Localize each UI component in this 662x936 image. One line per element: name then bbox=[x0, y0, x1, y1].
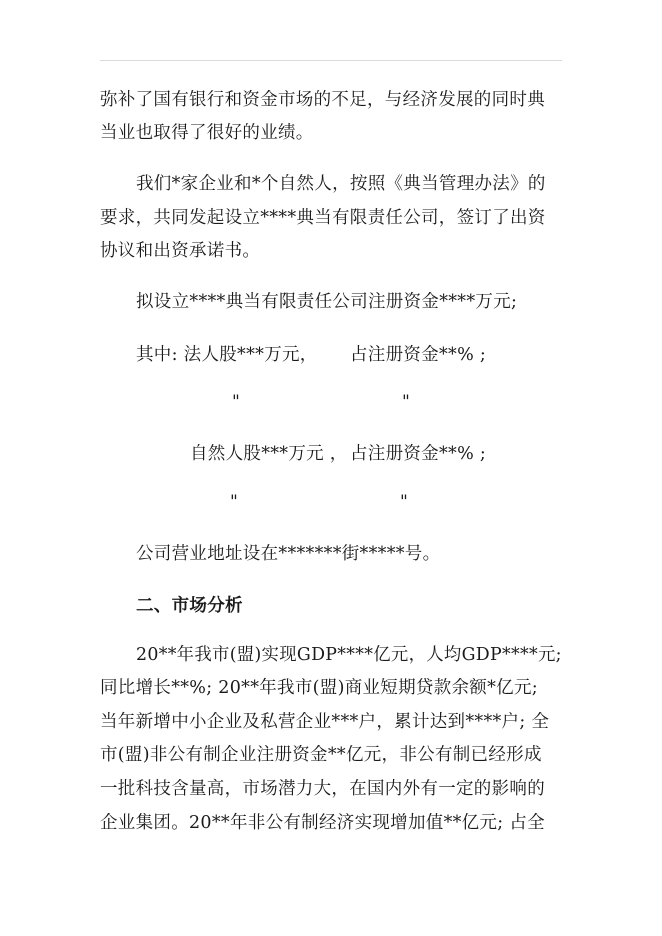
section-heading-market-analysis: 二、市场分析 bbox=[136, 596, 243, 616]
market-analysis-line-5: 一批科技含量高，市场潜力大，在国内外有一定的影响的 bbox=[100, 779, 545, 799]
paragraph-founders-line-2: 要求，共同发起设立****典当有限责任公司，签订了出资 bbox=[100, 208, 546, 228]
paragraph-continuation-line-2: 当业也取得了很好的业绩。 bbox=[100, 123, 314, 143]
market-analysis-line-4: 市(盟)非公有制企业注册资金**亿元，非公有制已经形成 bbox=[100, 745, 542, 765]
market-analysis-line-3: 当年新增中小企业及私营企业***户，累计达到****户; 全 bbox=[100, 712, 550, 732]
market-analysis-line-1: 20**年我市(盟)实现GDP****亿元，人均GDP****元; bbox=[136, 645, 562, 665]
ditto-mark-left-2: " bbox=[230, 492, 238, 512]
paragraph-founders-line-3: 协议和出资承诺书。 bbox=[100, 241, 261, 261]
registered-capital-line: 拟设立****典当有限责任公司注册资金****万元; bbox=[136, 292, 518, 312]
market-analysis-line-2: 同比增长**%; 20**年我市(盟)商业短期贷款余额*亿元; bbox=[100, 678, 538, 698]
natural-person-share-text: 自然人股***万元 ， bbox=[190, 444, 348, 464]
legal-person-share-text: 其中: 法人股***万元， bbox=[136, 345, 318, 365]
paragraph-continuation-line-1: 弥补了国有银行和资金市场的不足，与经济发展的同时典 bbox=[100, 90, 545, 110]
paragraph-founders-line-1: 我们*家企业和*个自然人，按照《典当管理办法》的 bbox=[136, 174, 546, 194]
header-rule bbox=[100, 60, 562, 61]
ditto-mark-left-1: " bbox=[232, 392, 240, 412]
natural-person-share-ratio: 占注册资金**% ; bbox=[350, 444, 487, 464]
ditto-mark-right-2: " bbox=[400, 492, 408, 512]
market-analysis-line-6: 企业集团。20**年非公有制经济实现增加值**亿元; 占全 bbox=[100, 813, 545, 833]
legal-person-share-ratio: 占注册资金**% ; bbox=[350, 345, 487, 365]
business-address-line: 公司营业地址设在*******街*****号。 bbox=[136, 544, 441, 564]
ditto-mark-right-1: " bbox=[402, 392, 410, 412]
